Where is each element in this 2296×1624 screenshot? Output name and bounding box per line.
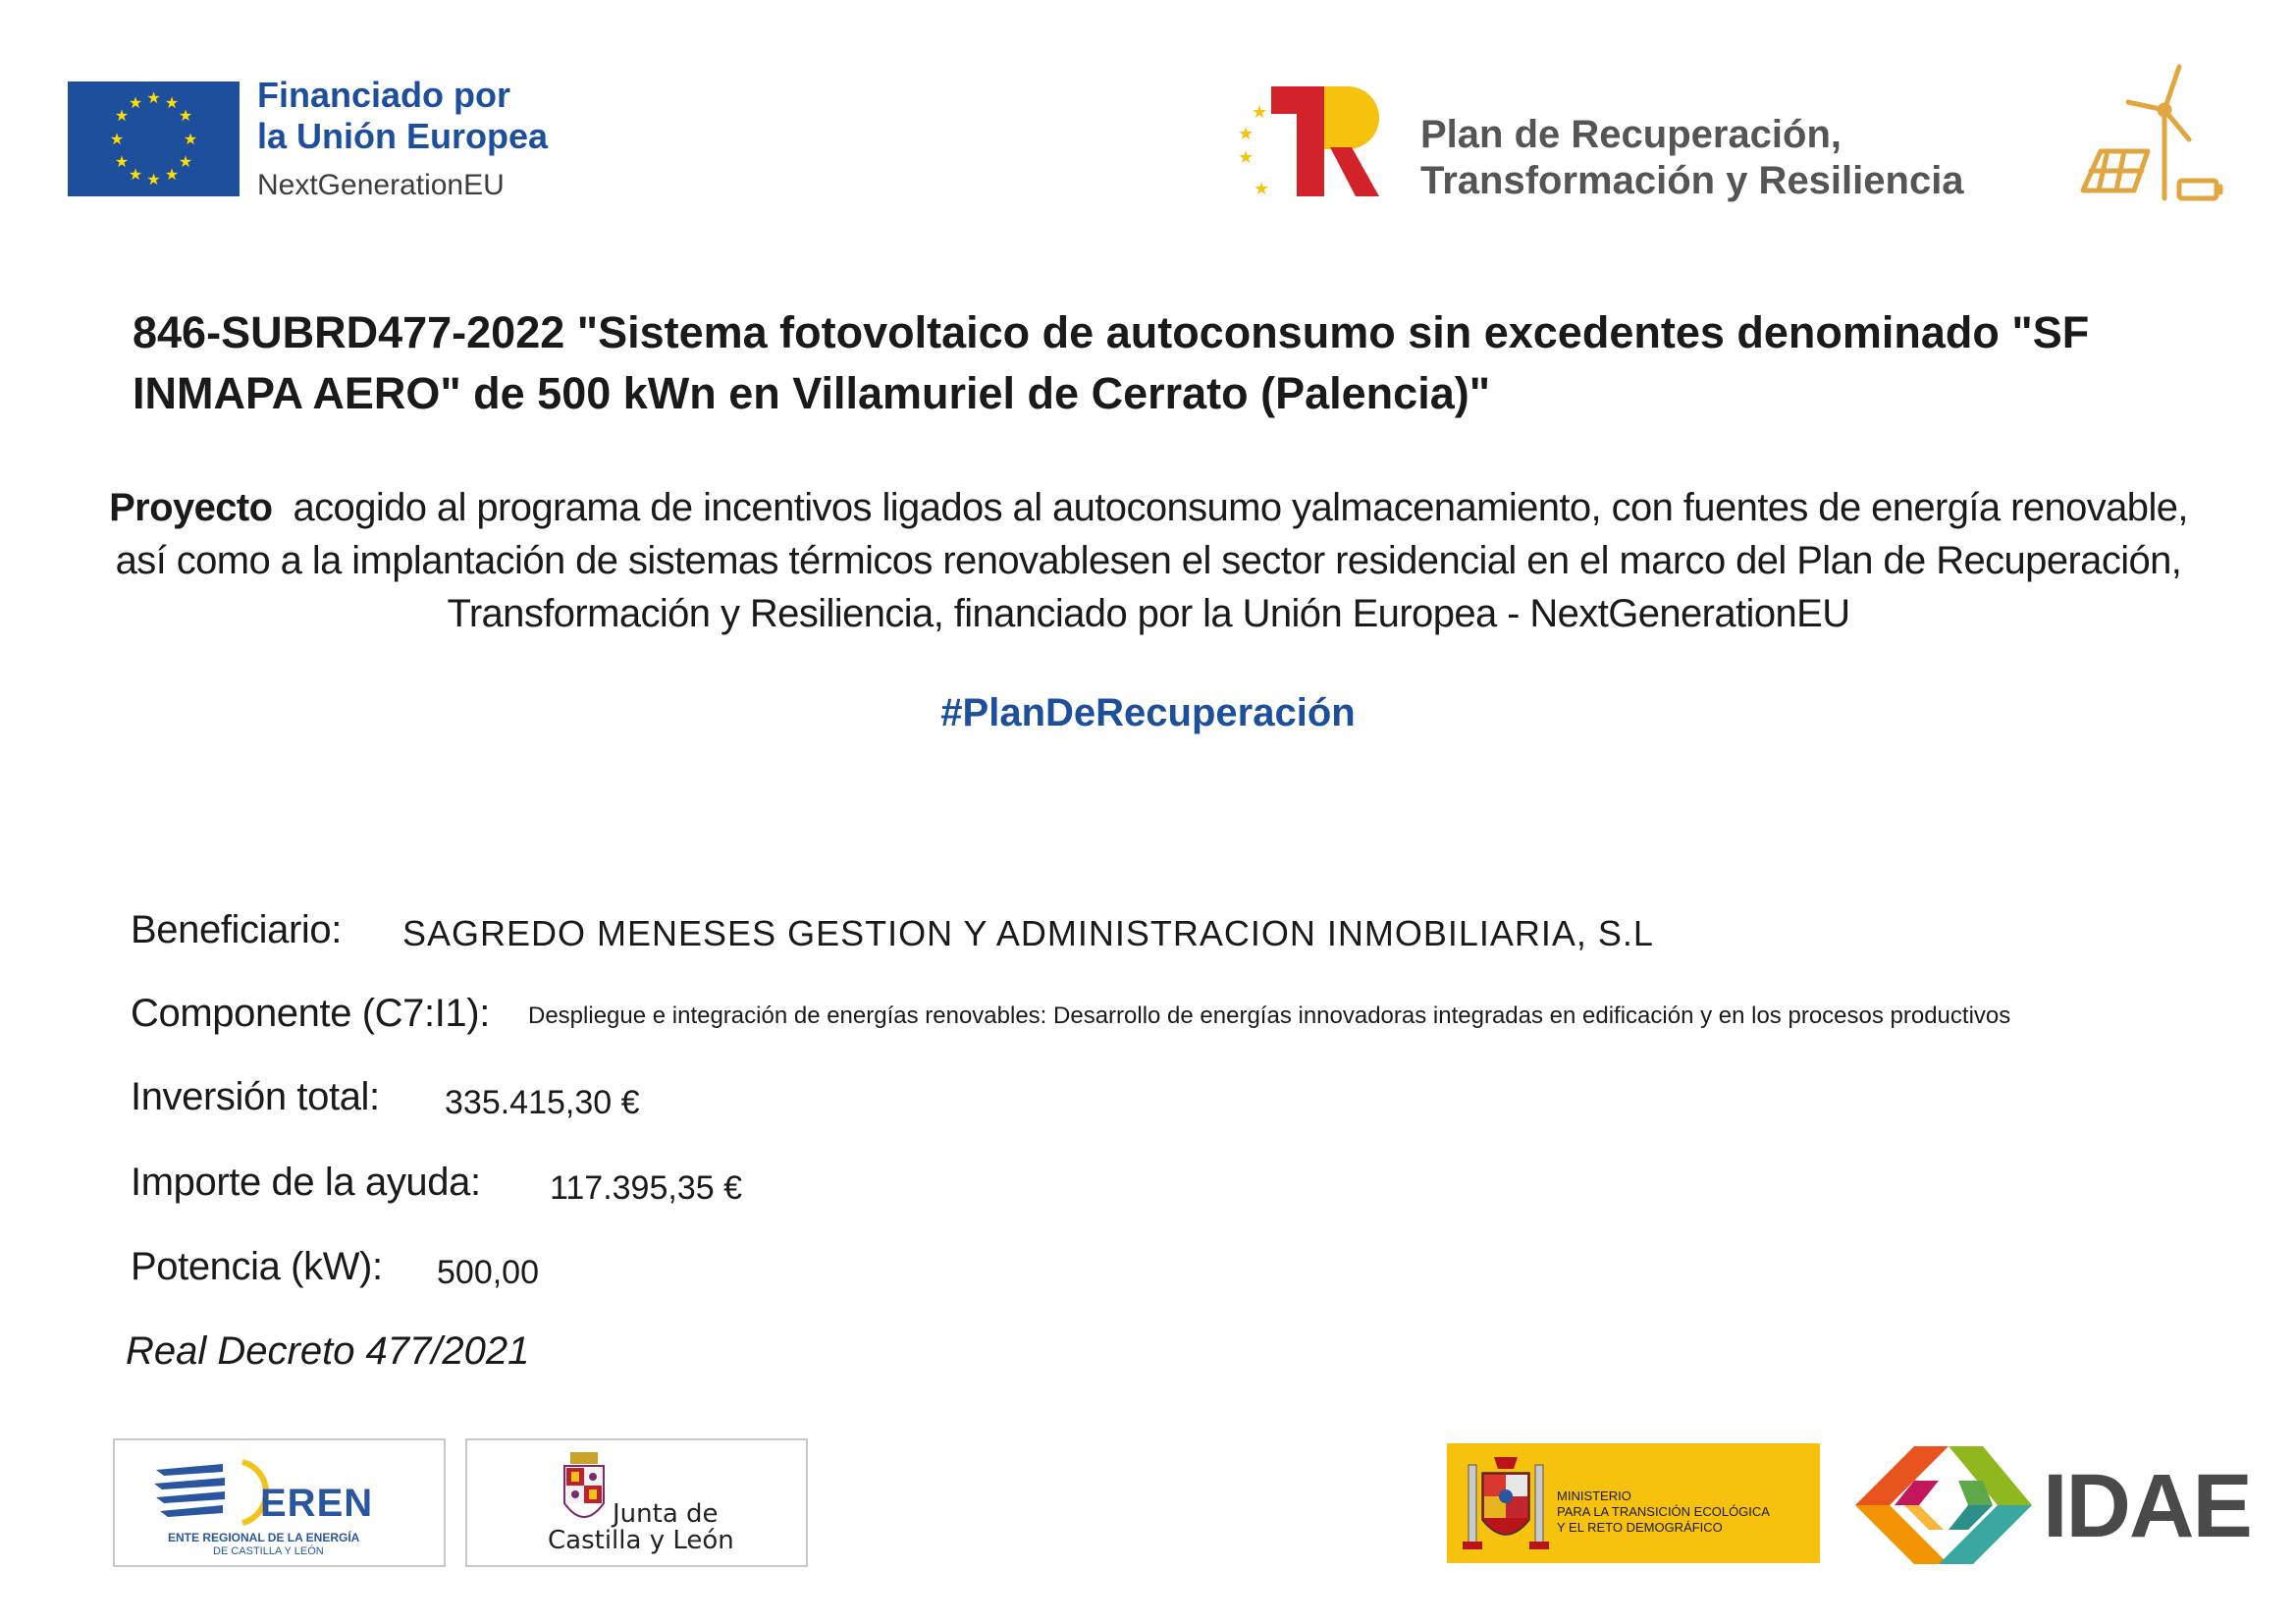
real-decreto: Real Decreto 477/2021 [126,1329,530,1373]
eu-logo-line1: Financiado por [257,75,511,115]
svg-text:★: ★ [178,152,193,171]
beneficiario-label: Beneficiario: [131,908,342,951]
jcyl-line1: Junta de [613,1499,719,1529]
svg-text:★: ★ [146,88,161,107]
jcyl-logo [465,1438,808,1567]
eu-logo-line2: la Unión Europea [257,116,549,156]
prtr-logo-icon [1232,79,1389,201]
svg-text:★: ★ [183,130,198,148]
svg-text:★: ★ [109,130,125,148]
prtr-logo-line1: Plan de Recuperación, [1420,113,1842,156]
eu-flag-icon [68,81,240,196]
inversion-value: 335.415,30 € [445,1084,640,1121]
hashtag: #PlanDeRecuperación [940,691,1356,734]
potencia-label: Potencia (kW): [131,1245,383,1288]
ministerio-line2: PARA LA TRANSICIÓN ECOLÓGICA [1557,1504,1770,1519]
eu-logo-line3: NextGenerationEU [257,169,505,201]
svg-text:★: ★ [1238,147,1255,168]
renewable-energy-icon [2071,61,2228,210]
jcyl-coat-of-arms-icon [561,1452,608,1531]
idae-logo [1850,1441,2251,1569]
svg-text:★: ★ [128,93,143,112]
svg-text:★: ★ [114,106,130,125]
eren-logo [113,1438,446,1567]
importe-value: 117.395,35 € [550,1169,742,1207]
svg-text:★: ★ [128,165,143,184]
prtr-logo-line2: Transformación y Resiliencia [1420,159,1964,202]
project-title: 846-SUBRD477-2022 "Sistema fotovoltaico de autoconsumo sin excedentes denominado "SF INMAPA AERO" de 500 kWn en Villamuriel de Cerrato (Palencia)" [133,307,2090,418]
svg-text:★: ★ [146,170,161,189]
svg-text:★: ★ [178,106,193,125]
componente-value: Despliegue e integración de energías renovables: Desarrollo de energías innovadoras integradas en edificación y en los procesos productivos [528,1002,2011,1029]
eren-subtitle-1: ENTE REGIONAL DE LA ENERGÍA [168,1531,360,1544]
svg-text:★: ★ [164,165,180,184]
svg-text:★: ★ [1238,124,1255,144]
svg-text:★: ★ [1252,102,1268,123]
beneficiario-value: SAGREDO MENESES GESTION Y ADMINISTRACION INMOBILIARIA, S.L [402,913,1654,953]
eren-name: EREN [260,1482,374,1525]
svg-text:★: ★ [1254,179,1270,199]
ministerio-logo [1447,1443,1820,1563]
project-description [108,481,2189,640]
svg-text:★: ★ [164,93,180,112]
ministerio-line1: MINISTERIO [1557,1489,1631,1503]
componente-label: Componente (C7:I1): [131,992,490,1035]
inversion-label: Inversión total: [131,1075,380,1118]
ministerio-line3: Y EL RETO DEMOGRÁFICO [1557,1520,1723,1535]
eren-subtitle-2: DE CASTILLA Y LEÓN [213,1545,324,1557]
idae-emblem-icon [1850,1441,2037,1569]
project-lead: Proyecto [109,486,273,529]
potencia-value: 500,00 [437,1254,539,1291]
importe-label: Importe de la ayuda: [131,1161,481,1204]
jcyl-line2: Castilla y León [548,1526,734,1555]
spain-coat-of-arms-icon [1461,1451,1551,1557]
idae-name: IDAE [2043,1456,2251,1556]
svg-text:★: ★ [114,152,130,171]
project-text: acogido al programa de incentivos ligados al autoconsumo yalmacenamiento, con fuentes de energía renovable, así como a la implantación de sistemas térmicos renovablesen el sector residencial en el marco del Plan de Recuperación, Transformación y Resiliencia, financiado por la Unión Europea - NextGenerationEU [115,486,2188,635]
